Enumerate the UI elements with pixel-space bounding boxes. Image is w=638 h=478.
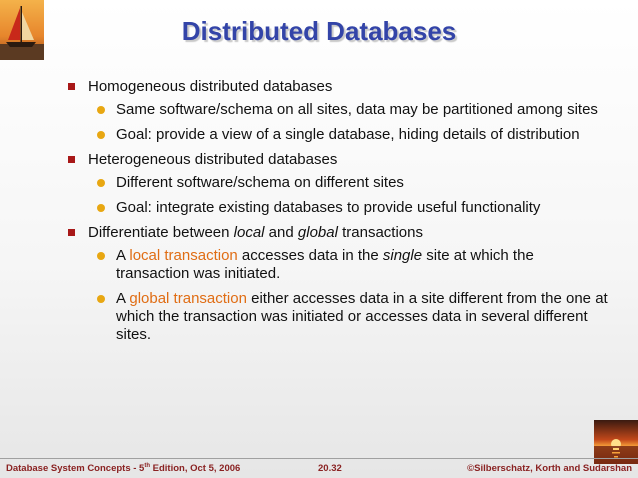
sub-bullet-text: A bbox=[116, 247, 130, 264]
bullet-heterogeneous bbox=[68, 151, 608, 169]
bullet-text: and bbox=[264, 224, 298, 241]
bullet-text: transactions bbox=[337, 224, 423, 241]
sub-bullet-text: A bbox=[116, 290, 130, 307]
sub-bullet-local-transaction bbox=[96, 247, 608, 283]
bullet-local-global bbox=[68, 224, 608, 242]
slide-title: Distributed Databases bbox=[181, 16, 457, 46]
sub-bullet bbox=[96, 126, 608, 144]
bullet-homogeneous bbox=[68, 78, 608, 96]
sub-bullet-global-transaction bbox=[96, 290, 608, 344]
dot-bullet-icon bbox=[97, 252, 105, 260]
footer-copyright: ©Silberschatz, Korth and Sudarshan bbox=[467, 463, 632, 474]
footer-divider bbox=[0, 458, 638, 459]
bullet-list bbox=[68, 78, 608, 351]
footer-page-number: 20.32 bbox=[318, 463, 342, 474]
sub-bullet-text: accesses data in the bbox=[237, 247, 383, 264]
sub-bullet bbox=[96, 174, 608, 192]
sub-bullet-text: Goal: provide a view of a single database, hiding details of distribution bbox=[116, 126, 580, 143]
emphasis-local: local bbox=[233, 224, 265, 241]
footer-superscript: th bbox=[144, 463, 151, 469]
emphasis-single: single bbox=[382, 247, 423, 264]
bullet-text: Heterogeneous distributed databases bbox=[88, 151, 338, 168]
sub-bullet-text: site at which the transaction was initiated. bbox=[116, 247, 534, 282]
bullet-text: Homogeneous distributed databases bbox=[88, 78, 333, 95]
bullet-text: Differentiate between bbox=[88, 224, 234, 241]
footer-text: Edition, Oct 5, 2006 bbox=[150, 463, 241, 475]
footer-text: Database System Concepts - 5 bbox=[6, 463, 145, 475]
sub-bullet-text: Goal: integrate existing databases to provide useful functionality bbox=[116, 199, 541, 216]
sub-bullet-text: either accesses data in a site different from the one at which the transaction was initiated or accesses data in several different sites. bbox=[116, 290, 608, 343]
dot-bullet-icon bbox=[97, 179, 105, 187]
dot-bullet-icon bbox=[97, 295, 105, 303]
dot-bullet-icon bbox=[97, 204, 105, 212]
sub-bullet-text: Same software/schema on all sites, data may be partitioned among sites bbox=[116, 101, 598, 118]
dot-bullet-icon bbox=[97, 131, 105, 139]
sub-bullet bbox=[96, 101, 608, 119]
sub-bullet bbox=[96, 199, 608, 217]
square-bullet-icon bbox=[68, 83, 75, 90]
highlight-local-transaction: local transaction bbox=[129, 247, 238, 264]
dot-bullet-icon bbox=[97, 106, 105, 114]
highlight-global-transaction: global transaction bbox=[129, 290, 247, 307]
sub-bullet-text: Different software/schema on different sites bbox=[116, 174, 404, 191]
footer-left bbox=[6, 463, 240, 474]
square-bullet-icon bbox=[68, 156, 75, 163]
square-bullet-icon bbox=[68, 229, 75, 236]
emphasis-global: global bbox=[297, 224, 338, 241]
